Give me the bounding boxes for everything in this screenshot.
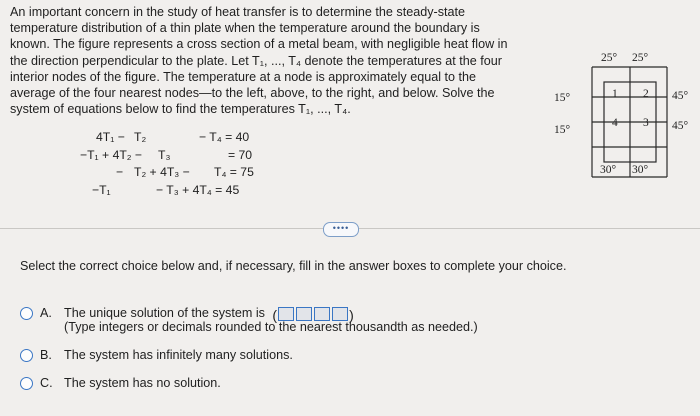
temp-label-top-left: 25° bbox=[601, 52, 618, 64]
eq-term: − T₃ + 4T₄ = 45 bbox=[156, 182, 240, 197]
choice-a-hint: (Type integers or decimals rounded to the nearest thousandth as needed.) bbox=[64, 320, 478, 334]
equation-row bbox=[96, 164, 296, 182]
answer-box-t1[interactable] bbox=[278, 307, 294, 321]
eq-term: 4T₁ − bbox=[96, 130, 125, 144]
answer-box-t2[interactable] bbox=[296, 307, 312, 321]
eq-term: −T₁ bbox=[92, 182, 111, 197]
temp-label-left-bottom: 15° bbox=[554, 124, 571, 136]
choice-a-text: The unique solution of the system is bbox=[64, 306, 265, 320]
eq-term: T₃ bbox=[158, 147, 171, 162]
problem-line: system of equations below to find the temperatures T₁, ..., T₄. bbox=[10, 102, 351, 117]
temp-label-bottom-right: 30° bbox=[632, 164, 649, 176]
choice-b-text: The system has infinitely many solutions. bbox=[64, 348, 293, 362]
node-label-1: 1 bbox=[612, 88, 618, 100]
temp-label-top-right: 25° bbox=[632, 52, 649, 64]
choice-c[interactable] bbox=[20, 376, 320, 392]
choice-b[interactable] bbox=[20, 348, 320, 364]
equation-system bbox=[80, 129, 296, 199]
problem-line: known. The figure represents a cross section of a metal beam, with negligible heat flow in bbox=[10, 37, 508, 52]
choice-b-letter: B. bbox=[40, 348, 52, 362]
node-label-3: 3 bbox=[643, 117, 649, 129]
temp-label-left-top: 15° bbox=[554, 92, 571, 104]
radio-a[interactable] bbox=[20, 307, 33, 320]
expand-button[interactable]: •••• bbox=[323, 222, 359, 237]
eq-term: − T₄ = 40 bbox=[199, 130, 250, 144]
problem-line: An important concern in the study of heat transfer is to determine the steady-state bbox=[10, 5, 466, 19]
eq-term: T₄ = 75 bbox=[214, 165, 254, 179]
plate-grid bbox=[548, 44, 698, 184]
radio-c[interactable] bbox=[20, 377, 33, 390]
open-paren: ( bbox=[272, 307, 278, 323]
equation-row bbox=[80, 147, 296, 165]
problem-statement bbox=[10, 4, 540, 117]
node-label-2: 2 bbox=[643, 88, 649, 100]
instruction-text: Select the correct choice below and, if necessary, fill in the answer boxes to complete your choice. bbox=[20, 259, 567, 273]
eq-term: − bbox=[116, 165, 124, 179]
eq-term: −T₁ + 4T₂ − bbox=[80, 147, 143, 162]
problem-line: average of the four nearest nodes—to the left, above, to the right, and below. Solve the bbox=[10, 86, 495, 101]
node-label-4: 4 bbox=[612, 117, 618, 129]
choice-c-text: The system has no solution. bbox=[64, 376, 221, 390]
answer-box-t3[interactable] bbox=[314, 307, 330, 321]
problem-line: the direction perpendicular to the plate. Let T₁, ..., T₄ denote the temperatures at the four bbox=[10, 53, 502, 68]
eq-term: = 70 bbox=[228, 147, 253, 162]
radio-b[interactable] bbox=[20, 349, 33, 362]
temp-label-bottom-left: 30° bbox=[600, 164, 617, 176]
choice-c-letter: C. bbox=[40, 376, 53, 390]
problem-line: temperature distribution of a thin plate when the temperature around the boundary is bbox=[10, 21, 480, 36]
temp-label-right-top: 45° bbox=[672, 90, 689, 102]
equation-row bbox=[96, 129, 296, 147]
answer-box-t4[interactable] bbox=[332, 307, 348, 321]
eq-term: T₂ + 4T₃ − bbox=[134, 165, 190, 179]
equation-row bbox=[92, 182, 296, 200]
eq-term: T₂ bbox=[134, 130, 147, 144]
problem-line: interior nodes of the figure. The temperature at a node is approximately equal to the bbox=[10, 69, 477, 84]
close-paren: ) bbox=[349, 307, 354, 323]
plate-figure bbox=[548, 44, 698, 184]
temp-label-right-bottom: 45° bbox=[672, 120, 689, 132]
choice-a-letter: A. bbox=[40, 306, 52, 320]
